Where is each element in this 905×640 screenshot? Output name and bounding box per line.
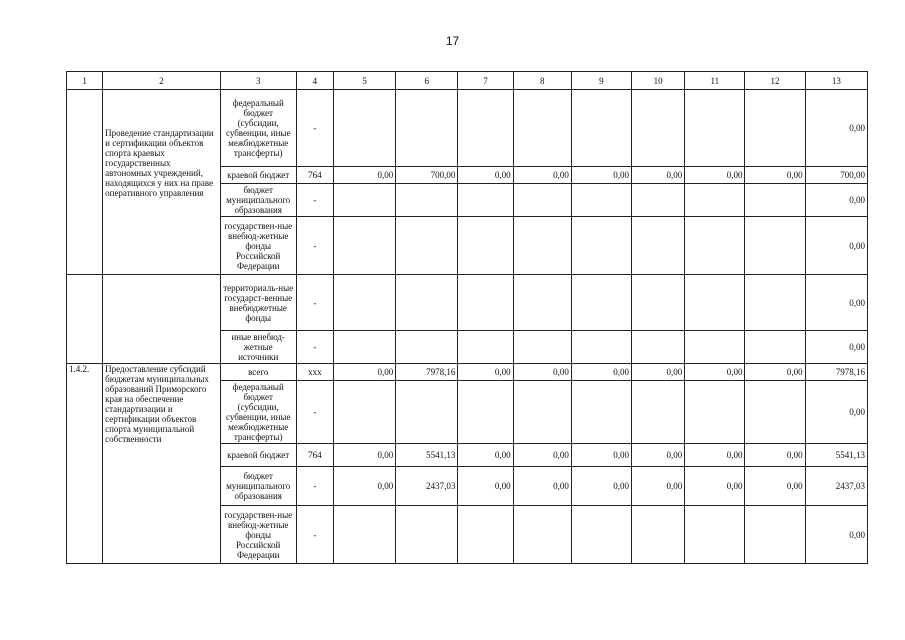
source-cell: федеральный бюджет (субсидии, субвенции, иные межбюджетные трансферты)	[220, 90, 296, 167]
header-cell: 8	[513, 72, 571, 90]
value-cell: 0,00	[685, 444, 745, 467]
code-cell: -	[296, 275, 333, 331]
value-cell: 7978,16	[805, 364, 867, 381]
value-cell	[571, 506, 631, 564]
source-cell: всего	[220, 364, 296, 381]
value-cell: 2437,03	[805, 467, 867, 506]
value-cell	[513, 184, 571, 217]
value-cell: 0,00	[513, 364, 571, 381]
value-cell	[632, 184, 685, 217]
row-name-cell: Предоставление субсидий бюджетам муниципальных образований Приморского края на обеспечение стандартизации и сертификации объектов спорта муниципальной собственности	[103, 364, 220, 564]
code-cell: -	[296, 381, 333, 444]
value-cell: 0,00	[513, 444, 571, 467]
value-cell	[513, 217, 571, 275]
value-cell	[685, 275, 745, 331]
value-cell: 0,00	[805, 275, 867, 331]
source-cell: краевой бюджет	[220, 444, 296, 467]
row-number-cell: 1.4.2.	[67, 364, 103, 564]
header-cell: 12	[745, 72, 805, 90]
value-cell: 0,00	[571, 167, 631, 184]
value-cell	[745, 90, 805, 167]
value-cell: 0,00	[685, 467, 745, 506]
value-cell: 0,00	[571, 364, 631, 381]
row-number-cell	[67, 90, 103, 275]
value-cell: 0,00	[745, 467, 805, 506]
code-cell: -	[296, 331, 333, 364]
code-cell: -	[296, 506, 333, 564]
source-cell: краевой бюджет	[220, 167, 296, 184]
value-cell: 0,00	[805, 381, 867, 444]
header-cell: 4	[296, 72, 333, 90]
value-cell	[396, 217, 458, 275]
value-cell	[571, 331, 631, 364]
value-cell: 0,00	[632, 167, 685, 184]
code-cell: ххх	[296, 364, 333, 381]
value-cell: 0,00	[458, 444, 513, 467]
value-cell: 0,00	[458, 167, 513, 184]
value-cell	[632, 506, 685, 564]
value-cell: 5541,13	[805, 444, 867, 467]
header-cell: 11	[685, 72, 745, 90]
header-cell: 13	[805, 72, 867, 90]
value-cell: 0,00	[632, 467, 685, 506]
value-cell: 0,00	[513, 467, 571, 506]
value-cell: 0,00	[333, 364, 395, 381]
code-cell: 764	[296, 444, 333, 467]
header-cell: 7	[458, 72, 513, 90]
value-cell	[632, 90, 685, 167]
value-cell	[745, 184, 805, 217]
value-cell	[685, 381, 745, 444]
header-cell: 5	[333, 72, 395, 90]
header-row	[67, 72, 868, 90]
value-cell	[571, 217, 631, 275]
value-cell: 0,00	[685, 167, 745, 184]
value-cell: 0,00	[571, 444, 631, 467]
value-cell: 0,00	[571, 467, 631, 506]
value-cell	[458, 381, 513, 444]
value-cell: 0,00	[805, 90, 867, 167]
value-cell	[396, 275, 458, 331]
value-cell	[333, 381, 395, 444]
value-cell	[333, 506, 395, 564]
value-cell	[396, 331, 458, 364]
value-cell	[745, 506, 805, 564]
value-cell: 0,00	[632, 364, 685, 381]
header-cell: 9	[571, 72, 631, 90]
source-cell: государствен-ные внебюд-жетные фонды Российской Федерации	[220, 217, 296, 275]
value-cell	[513, 506, 571, 564]
row-number-cell	[67, 275, 103, 364]
value-cell: 0,00	[805, 506, 867, 564]
value-cell	[458, 184, 513, 217]
value-cell	[458, 331, 513, 364]
value-cell	[632, 275, 685, 331]
code-cell: -	[296, 90, 333, 167]
value-cell: 0,00	[632, 444, 685, 467]
value-cell	[632, 381, 685, 444]
value-cell	[745, 381, 805, 444]
header-cell: 10	[632, 72, 685, 90]
code-cell: -	[296, 217, 333, 275]
header-cell: 2	[103, 72, 220, 90]
value-cell	[333, 217, 395, 275]
value-cell	[333, 184, 395, 217]
source-cell: государствен-ные внебюд-жетные фонды Российской Федерации	[220, 506, 296, 564]
value-cell	[745, 275, 805, 331]
source-cell: иные внебюд-жетные источники	[220, 331, 296, 364]
value-cell: 0,00	[513, 167, 571, 184]
table-row	[67, 90, 868, 167]
value-cell	[458, 90, 513, 167]
code-cell: -	[296, 467, 333, 506]
value-cell	[571, 184, 631, 217]
value-cell	[685, 217, 745, 275]
value-cell	[396, 381, 458, 444]
value-cell	[685, 90, 745, 167]
table-row	[67, 364, 868, 381]
source-cell: бюджет муниципального образования	[220, 184, 296, 217]
value-cell	[333, 90, 395, 167]
value-cell: 0,00	[458, 467, 513, 506]
budget-table	[66, 71, 868, 564]
value-cell	[571, 381, 631, 444]
value-cell	[685, 506, 745, 564]
value-cell: 700,00	[805, 167, 867, 184]
value-cell: 0,00	[685, 364, 745, 381]
value-cell: 0,00	[745, 167, 805, 184]
value-cell: 5541,13	[396, 444, 458, 467]
value-cell: 0,00	[745, 364, 805, 381]
value-cell	[458, 275, 513, 331]
value-cell	[513, 381, 571, 444]
value-cell	[396, 506, 458, 564]
value-cell	[333, 275, 395, 331]
value-cell	[685, 331, 745, 364]
source-cell: бюджет муниципального образования	[220, 467, 296, 506]
value-cell: 0,00	[805, 217, 867, 275]
value-cell	[745, 331, 805, 364]
value-cell: 2437,03	[396, 467, 458, 506]
value-cell	[513, 275, 571, 331]
value-cell: 0,00	[333, 167, 395, 184]
value-cell	[685, 184, 745, 217]
value-cell	[571, 90, 631, 167]
page-number: 17	[445, 34, 460, 48]
row-name-cell: Проведение стандартизации и сертификации объектов спорта краевых государственных автономных учреждений, находящихся у них на праве оперативного управления	[103, 90, 220, 275]
value-cell	[513, 331, 571, 364]
value-cell	[632, 217, 685, 275]
value-cell	[396, 90, 458, 167]
value-cell	[458, 217, 513, 275]
value-cell	[396, 184, 458, 217]
value-cell	[571, 275, 631, 331]
source-cell: территориаль-ные государст-венные внебюджетные фонды	[220, 275, 296, 331]
code-cell: 764	[296, 167, 333, 184]
value-cell	[632, 331, 685, 364]
value-cell: 0,00	[805, 184, 867, 217]
value-cell	[513, 90, 571, 167]
value-cell: 0,00	[333, 467, 395, 506]
value-cell	[333, 331, 395, 364]
value-cell	[745, 217, 805, 275]
code-cell: -	[296, 184, 333, 217]
value-cell: 0,00	[805, 331, 867, 364]
header-cell: 3	[220, 72, 296, 90]
header-cell: 6	[396, 72, 458, 90]
row-name-cell	[103, 275, 220, 364]
table-row	[67, 275, 868, 331]
value-cell: 7978,16	[396, 364, 458, 381]
value-cell	[458, 506, 513, 564]
value-cell: 0,00	[745, 444, 805, 467]
value-cell: 700,00	[396, 167, 458, 184]
value-cell: 0,00	[333, 444, 395, 467]
source-cell: федеральный бюджет (субсидии, субвенции, иные межбюджетные трансферты)	[220, 381, 296, 444]
value-cell: 0,00	[458, 364, 513, 381]
header-cell: 1	[67, 72, 103, 90]
